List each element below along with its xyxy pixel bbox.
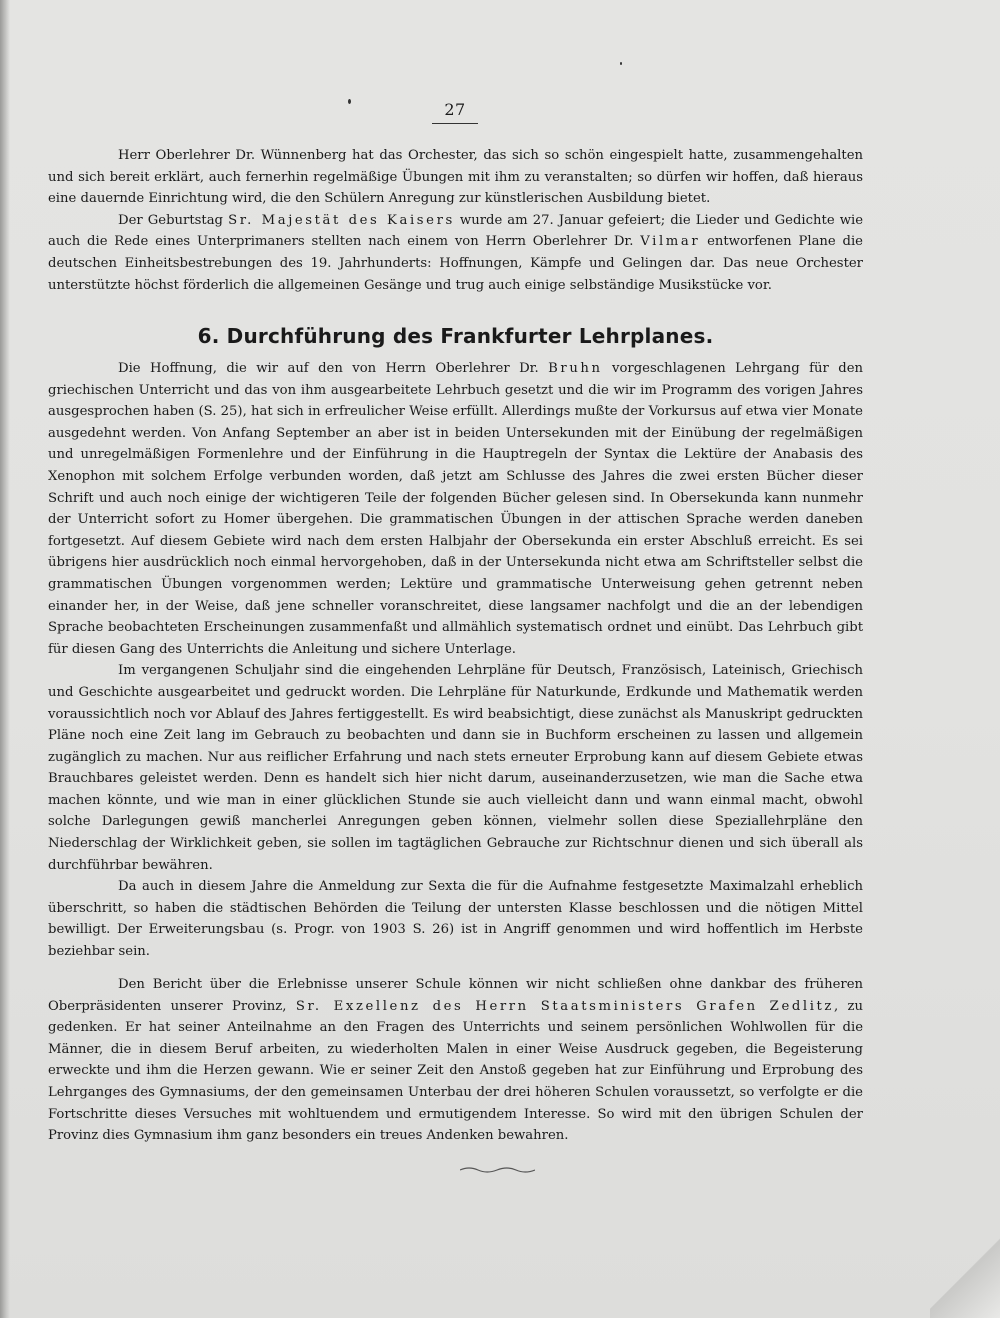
paragraph <box>48 358 863 660</box>
section-festivities <box>48 145 863 296</box>
text-run: Der Geburtstag <box>118 212 229 228</box>
text-run: , zu gedenken. Er hat seiner Anteilnahme an den Fragen des Unterrichts und seinem persönlichen Wohlwollen für die Männer, die in diesem Beruf arbeiten, zu wiederholten Malen in einer Weise Ausdruck gegeben, die Begeisterung erweckte und ihm die Herzen gewann. Wie er seiner Zeit den Anstoß gegeben hat zur Einführung und Erprobung des Lehrganges des Gymnasiums, der den gemeinsamen Unterbau der drei höheren Schulen voraussetzt, so verfolgte er die Fortschritte dieses Versuches mit wohltuendem und ermutigendem Interesse. So wird mit den übrigen Schulen der Provinz dies Gymnasium ihm ganz besonders ein treues Andenken bewahren. <box>48 998 863 1144</box>
section-curriculum <box>48 358 863 963</box>
paragraph <box>48 145 863 210</box>
ink-speck <box>348 99 351 104</box>
emphasized-name: Bruhn <box>548 361 603 376</box>
text-run: Herr Oberlehrer Dr. Wünnenberg hat das Orchester, das sich so schön eingespielt hatte, zusammengehalten und sich bereit erklärt, auch fernerhin regelmäßige Übungen mit ihm zu veranstalten; so dürfen wir hoffen, daß hieraus eine dauernde Einrichtung wird, die den Schülern Anregung zur künstlerischen Ausbildung bietet. <box>48 148 863 207</box>
section-closing <box>48 974 863 1147</box>
paragraph <box>48 974 863 1147</box>
section-heading: 6. Durchführung des Frankfurter Lehrplanes. <box>197 324 714 348</box>
paragraph <box>48 210 863 296</box>
closing-ornament-line <box>460 1166 535 1174</box>
text-run: vorgeschlagenen Lehrgang für den griechischen Unterricht und das von ihm ausgearbeitete Lehrbuch gesetzt und die wir im Programm des vorigen Jahres ausgesprochen haben (S. 25), hat sich in erfreulicher Weise erfüllt. Allerdings mußte der Vorkursus auf etwa vier Monate ausgedehnt werden. Von Anfang September an aber ist in beiden Untersekunden mit der Einübung der regelmäßigen und unregelmäßigen Formenlehre und der Einführung in die Hauptregeln der Syntax die Lektüre der Anabasis des Xenophon mit solchem Erfolge verbunden worden, daß jetzt am Schlusse des Jahres die zwei ersten Bücher dieser Schrift und auch noch einige der wichtigeren Teile der folgenden Bücher gelesen sind. In Obersekunda kann nunmehr der Unterricht sofort zu Homer übergehen. Die grammatischen Übungen in der attischen Sprache werden daneben fortgesetzt. Auf diesem Gebiete wird nach dem ersten Halbjahr der Obersekunda ein erster Abschluß erreicht. Es sei übrigens hier ausdrücklich noch einmal hervorgehoben, daß in der Untersekunda nicht etwa am Schriftsteller selbst die grammatischen Übungen vorgenommen werden; Lektüre und grammatische Unterweisung gehen getrennt neben einander her, in der Weise, daß jene schneller voranschreitet, diese langsamer nachfolgt und die an der lebendigen Sprache beobachteten Erscheinungen zusammenfaßt und allmählich systematisch ordnet und einübt. Das Lehrbuch gibt für diesen Gang des Unterrichts die Anleitung und sichere Unterlage. <box>48 361 863 657</box>
page-number-rule <box>432 123 478 124</box>
text-run: wurde am 27. Januar gefeiert; die Lieder und Gedichte wie auch die Rede eines Unterprimaners stellten nach einem von Herrn Oberlehrer Dr. <box>48 212 863 250</box>
text-run: Im vergangenen Schuljahr sind die eingehenden Lehrpläne für Deutsch, Französisch, Lateinisch, Griechisch und Geschichte ausgearbeitet und gedruckt worden. Die Lehrpläne für Naturkunde, Erdkunde und Mathematik werden voraussichtlich noch vor Ablauf des Jahres fertiggestellt. Es wird beabsichtigt, diese zunächst als Manuskript gedruckten Pläne noch eine Zeit lang im Gebrauch zu beobachten und dann sie in Buchform erscheinen zu lassen und allgemein zugänglich zu machen. Nur aus reiflicher Erfahrung und nach stets erneuter Erprobung kann auf diesem Gebiete etwas Brauchbares geleistet werden. Denn es handelt sich hier nicht darum, auseinanderzusetzen, wie man die Sache etwa machen könnte, und wie man in einer glücklichen Stunde sie auch vielleicht dann und wann einmal macht, obwohl solche Darlegungen gewiß mancherlei Anregungen geben können, vielmehr sollen diese Speziallehrpläne den Niederschlag der Wirklichkeit geben, sie sollen im tagtäglichen Gebrauche zur Richtschnur dienen und sich überall als durchführbar bewähren. <box>48 663 863 873</box>
emphasized-name: Sr. Exzellenz des Herrn Staatsministers Grafen Zedlitz <box>295 998 834 1014</box>
ink-speck <box>620 62 622 65</box>
paragraph <box>48 876 863 962</box>
paragraph <box>48 660 863 876</box>
page-corner-fold <box>930 1228 1000 1318</box>
page-number: 27 <box>444 100 466 119</box>
emphasized-name: Vilmar <box>640 234 701 250</box>
text-run: entworfenen Plane die deutschen Einheitsbestrebungen des 19. Jahrhunderts: Hoffnungen, Kämpfe und Gelingen dar. Das neue Orchester unterstützte höchst förderlich die allgemeinen Gesänge und trug auch einige selbständige Musikstücke vor. <box>48 234 863 293</box>
text-run: Den Bericht über die Erlebnisse unserer Schule können wir nicht schließen ohne dankbar des früheren Oberpräsidenten unserer Provinz, <box>48 977 863 1014</box>
page-left-edge-shadow <box>0 0 10 1318</box>
text-run: Da auch in diesem Jahre die Anmeldung zur Sexta die für die Aufnahme festgesetzte Maximalzahl erheblich überschritt, so haben die städtischen Behörden die Teilung der untersten Klasse beschlossen und die nötigen Mittel bewilligt. Der Erweiterungsbau (s. Progr. von 1903 S. 26) ist in Angriff genommen und wird hoffentlich im Herbste beziehbar sein. <box>48 879 863 960</box>
emphasized-name: Sr. Majestät des Kaisers <box>228 212 455 228</box>
text-run: Die Hoffnung, die wir auf den von Herrn Oberlehrer Dr. <box>118 361 549 376</box>
